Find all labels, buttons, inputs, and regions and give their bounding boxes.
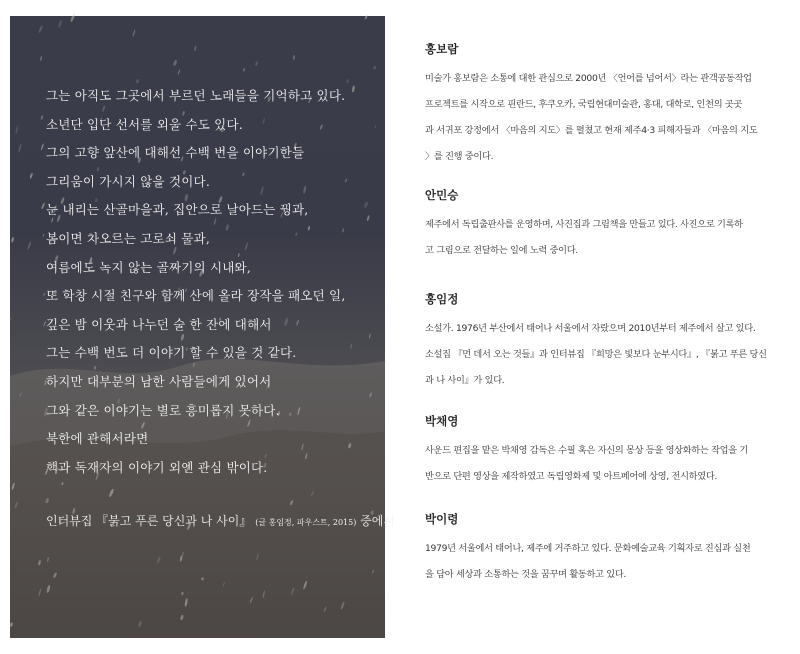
poem-line: 핵과 독재자의 이야기 외엔 관심 밖이다. bbox=[46, 459, 268, 475]
poem-image-panel bbox=[10, 16, 395, 638]
source-book-title: 인터뷰집 『붉고 푸른 당신과 나 사이』 bbox=[46, 514, 252, 528]
snowflake bbox=[58, 20, 63, 29]
snowflake bbox=[40, 143, 44, 150]
bio-description bbox=[425, 212, 787, 264]
snowflake bbox=[11, 237, 14, 243]
snowflake bbox=[173, 59, 178, 66]
poem-line: 하지만 대부분의 남한 사람들에게 있어서 bbox=[46, 373, 272, 389]
poem-line: 깊은 밤 이웃과 나누던 술 한 잔에 대해서 bbox=[46, 316, 272, 332]
bio-line: 과 서귀포 강정에서 〈마음의 지도〉를 펼쳤고 현재 제주4·3 피해자들과 〈마음의 지도 bbox=[425, 125, 758, 136]
poem-line: 그리움이 가시지 않을 것이다. bbox=[46, 173, 210, 189]
snowflake bbox=[29, 172, 33, 179]
poem-text bbox=[46, 82, 373, 482]
snowflake bbox=[132, 29, 135, 36]
poem-line: 그는 수백 번도 더 이야기 할 수 있을 것 같다. bbox=[46, 345, 297, 361]
snowflake bbox=[9, 317, 12, 321]
bio-an-minseung bbox=[425, 186, 787, 264]
snowflake bbox=[364, 15, 367, 20]
bio-name: 박채영 bbox=[425, 414, 459, 428]
bio-park-chaeyoung bbox=[425, 412, 787, 490]
bio-line: 을 담아 세상과 소통하는 것을 꿈꾸며 활동하고 있다. bbox=[425, 569, 627, 580]
poem-line: 그의 고향 앞산에 대해선 수백 번을 이야기한들 bbox=[46, 145, 305, 161]
bio-name: 홍보람 bbox=[425, 42, 459, 56]
bio-line: 소설가. 1976년 부산에서 태어나 서울에서 자랐으며 2010년부터 제주에서 살고 있다. bbox=[425, 323, 756, 334]
snowflake bbox=[40, 56, 42, 61]
poem-line: 그는 아직도 그곳에서 부르던 노래들을 기억하고 있다. bbox=[46, 88, 346, 103]
bio-description bbox=[425, 66, 787, 170]
bio-line: 반으로 단편 영상을 제작하였고 독립영화제 및 아트페어에 상영, 전시하였다. bbox=[425, 471, 718, 482]
bio-line: 과 나 사이』가 있다. bbox=[425, 375, 505, 386]
bio-park-iryeong bbox=[425, 510, 787, 588]
snowflake bbox=[243, 68, 246, 72]
bio-hong-boram bbox=[425, 40, 787, 170]
source-publication-info: (글 홍임정, 파우스트, 2015) bbox=[255, 518, 357, 527]
snowflake bbox=[15, 125, 18, 134]
bio-line: 1979년 서울에서 태어나, 제주에 거주하고 있다. 문화예술교육 기획자로 진심과 실천 bbox=[425, 543, 751, 554]
bio-name: 홍임정 bbox=[425, 292, 459, 306]
bio-name: 안민승 bbox=[425, 188, 459, 202]
poem-line: 봄이면 차오르는 고로쇠 물과, bbox=[46, 230, 210, 246]
bio-line: 사운드 편집을 맡은 박채영 감독은 수필 혹은 자신의 몽상 등을 영상화하는 작업을 기 bbox=[425, 445, 748, 456]
bio-description bbox=[425, 316, 787, 394]
poem-line: 북한에 관해서라면 bbox=[46, 431, 149, 447]
bio-line: 고 그림으로 전달하는 일에 노력 중이다. bbox=[425, 245, 578, 256]
bio-description bbox=[425, 438, 787, 490]
bio-description bbox=[425, 536, 787, 588]
source-suffix: 중에서 bbox=[360, 514, 395, 528]
bio-name: 박이령 bbox=[425, 512, 459, 526]
snowflake bbox=[374, 125, 376, 128]
bio-hong-imjeong bbox=[425, 290, 787, 394]
bio-line: 〉를 진행 중이다. bbox=[425, 151, 494, 162]
snowflake bbox=[70, 13, 76, 22]
poem-line: 여름에도 녹지 않는 골짜기의 시내와, bbox=[46, 259, 251, 275]
bio-line: 프로젝트를 시작으로 핀란드, 후쿠오카, 국립현대미술관, 홍대, 대학로, 인천의 곳곳 bbox=[425, 99, 743, 110]
snowflake bbox=[42, 233, 44, 237]
poem-line: 눈 내리는 산골마을과, 집안으로 날아드는 꿩과, bbox=[46, 202, 309, 218]
snowflake bbox=[255, 61, 258, 66]
snowflake bbox=[38, 25, 43, 33]
snowflake bbox=[177, 69, 180, 75]
bio-line: 미술가 홍보람은 소통에 대한 관심으로 2000년 〈언어를 넘어서〉라는 관객공동작업 bbox=[425, 73, 752, 84]
snowflake bbox=[41, 202, 46, 209]
poem-line: 소년단 입단 선서를 외울 수도 있다. bbox=[46, 116, 243, 132]
snowflake bbox=[27, 241, 32, 250]
snowflake bbox=[373, 66, 377, 70]
snowflake bbox=[18, 144, 22, 153]
bio-line: 소설집 『먼 데서 오는 것들』과 인터뷰집 『희망은 빛보다 눈부시다』, 『붉고 푸른 당신 bbox=[425, 349, 767, 360]
snowflake bbox=[40, 115, 43, 120]
poem-line: 그와 같은 이야기는 별로 흥미롭지 못하다. bbox=[46, 402, 280, 418]
poem-line: 또 학창 시절 친구와 함께 산에 올라 장작을 패오던 일, bbox=[46, 288, 346, 304]
bio-line: 제주에서 독립출판사를 운영하며, 사진집과 그림책을 만들고 있다. 사진으로 기록하 bbox=[425, 219, 743, 230]
snowflake bbox=[194, 45, 197, 51]
poem-source-citation bbox=[46, 512, 395, 529]
snowflake bbox=[293, 55, 296, 60]
